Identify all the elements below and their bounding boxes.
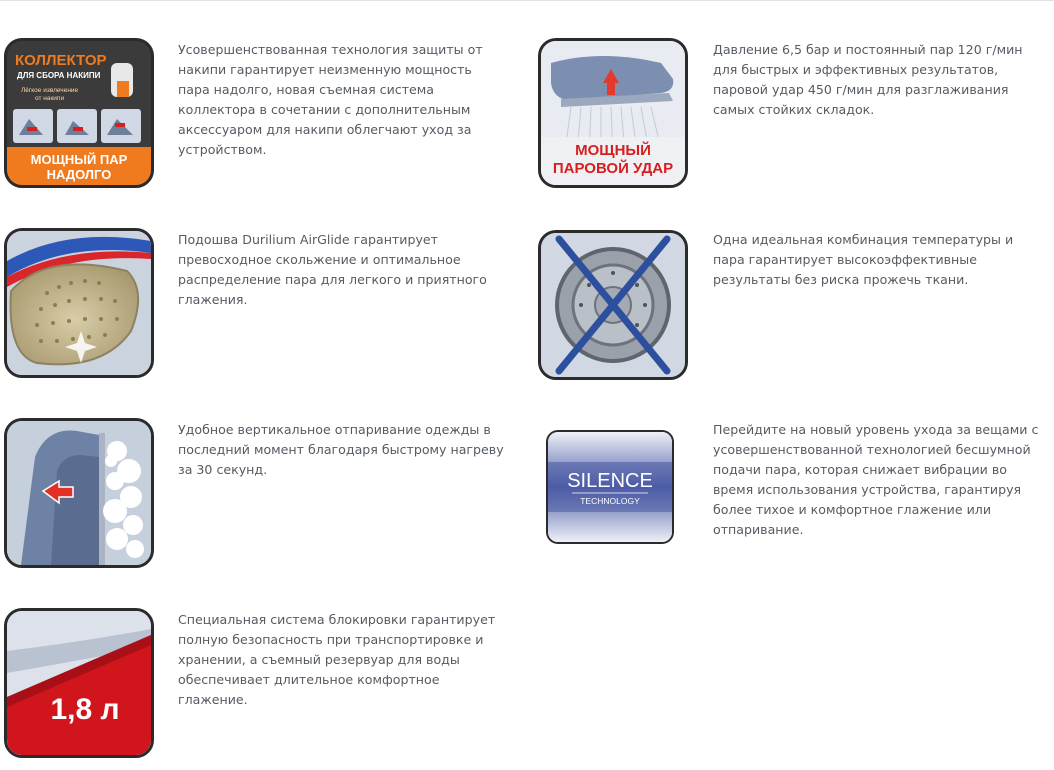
collector-banner-1: МОЩНЫЙ ПАР: [30, 152, 128, 167]
feature-description: Давление 6,5 бар и постоянный пар 120 г/мин для быстрых и эффективных результатов, паровой удар 450 г/мин для разглаживания самых стойких складок.: [713, 42, 1023, 117]
feature-description: Специальная система блокировки гарантирует полную безопасность при транспортировке и хранении, а съемный резервуар для воды обеспечивает длительное комфортное глажение.: [178, 612, 496, 707]
silence-technology-icon: [546, 430, 674, 544]
feature-description: Удобное вертикальное отпаривание одежды в последний момент благодаря быстрому нагреву за 30 секунд.: [178, 422, 504, 477]
feature-description: Усовершенствованная технология защиты от накипи гарантирует неизменную мощность пара надолго, новая съемная система коллектора в сочетании с дополнительным аксессуаром для накипи облегчают уход за устройством.: [178, 42, 483, 157]
collector-note-1: Лёгкое извлечение: [21, 87, 79, 94]
feature-description: Одна идеальная комбинация температуры и пара гарантирует высокоэффективные результаты без риска прожечь ткани.: [713, 232, 1014, 287]
steam-boost-line-2: ПАРОВОЙ УДАР: [552, 160, 674, 177]
collector-note-2: от накипи: [35, 95, 65, 102]
soleplate-icon: [4, 228, 154, 378]
tank-capacity: 1,8 л: [50, 693, 120, 726]
silence-line-2: TECHNOLOGY: [580, 496, 640, 506]
feature-description: Подошва Durilium AirGlide гарантирует превосходное скольжение и оптимальное распределение пара для легкого и приятного глажения.: [178, 232, 487, 307]
steam-boost-icon: [538, 38, 688, 188]
top-divider: [0, 0, 1054, 1]
silence-line-1: SILENCE: [567, 470, 653, 492]
collector-banner-2: НАДОЛГО: [46, 167, 112, 182]
water-tank-icon: [4, 608, 154, 758]
feature-description: Перейдите на новый уровень ухода за вещами с усовершенствованной технологией бесшумной подачи пара, которая снижает вибрации во время использования устройства, гарантируя более тихое и комфортное глажение или отпаривание.: [713, 422, 1039, 537]
steam-boost-line-1: МОЩНЫЙ: [575, 142, 651, 159]
vertical-steam-icon: [4, 418, 154, 568]
scale-collector-icon: [4, 38, 154, 188]
collector-title: КОЛЛЕКТОР: [15, 52, 107, 69]
collector-subtitle: ДЛЯ СБОРА НАКИПИ: [17, 71, 101, 80]
no-temperature-dial-icon: [538, 230, 688, 380]
